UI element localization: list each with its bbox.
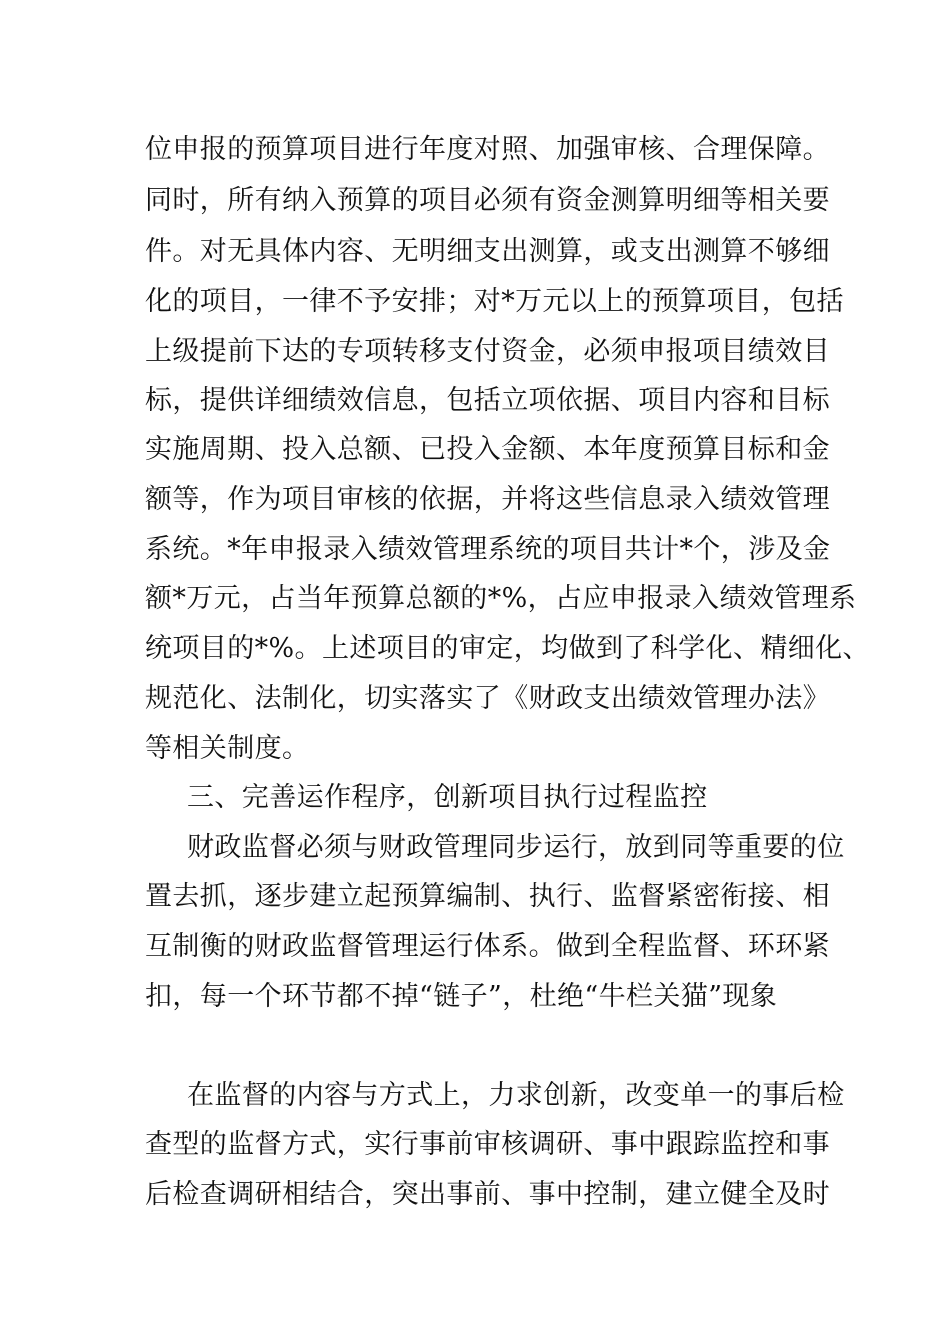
paragraph-line: 同时，所有纳入预算的项目必须有资金测算明细等相关要 <box>145 185 830 216</box>
paragraph-line: 上级提前下达的专项转移支付资金，必须申报项目绩效目 <box>145 336 830 367</box>
section-heading: 三、完善运作程序，创新项目执行过程监控 <box>187 782 708 813</box>
paragraph-line: 额*万元，占当年预算总额的*%，占应申报录入绩效管理系 <box>145 583 857 614</box>
paragraph-line: 置去抓，逐步建立起预算编制、执行、监督紧密衔接、相 <box>145 881 830 912</box>
paragraph-line: 实施周期、投入总额、已投入金额、本年度预算目标和金 <box>145 434 830 465</box>
paragraph-line: 位申报的预算项目进行年度对照、加强审核、合理保障。 <box>145 134 830 165</box>
paragraph-line: 财政监督必须与财政管理同步运行，放到同等重要的位 <box>187 832 845 863</box>
paragraph-line: 后检查调研相结合，突出事前、事中控制，建立健全及时 <box>145 1179 830 1210</box>
paragraph-line: 查型的监督方式，实行事前审核调研、事中跟踪监控和事 <box>145 1129 830 1160</box>
paragraph-line: 系统。*年申报录入绩效管理系统的项目共计*个，涉及金 <box>145 534 831 565</box>
paragraph-line: 扣，每一个环节都不掉“链子”，杜绝“牛栏关猫”现象 <box>145 981 778 1012</box>
paragraph-line: 件。对无具体内容、无明细支出测算，或支出测算不够细 <box>145 236 830 267</box>
paragraph-line: 互制衡的财政监督管理运行体系。做到全程监督、环环紧 <box>145 931 830 962</box>
paragraph-line: 在监督的内容与方式上，力求创新，改变单一的事后检 <box>187 1080 845 1111</box>
paragraph-line: 化的项目，一律不予安排；对*万元以上的预算项目，包括 <box>145 286 844 317</box>
paragraph-line: 标，提供详细绩效信息，包括立项依据、项目内容和目标 <box>145 385 830 416</box>
paragraph-line: 等相关制度。 <box>145 733 310 764</box>
paragraph-line: 额等，作为项目审核的依据，并将这些信息录入绩效管理 <box>145 484 830 515</box>
paragraph-line: 统项目的*%。上述项目的审定，均做到了科学化、精细化、 <box>145 633 870 664</box>
paragraph-line: 规范化、法制化，切实落实了《财政支出绩效管理办法》 <box>145 683 830 714</box>
